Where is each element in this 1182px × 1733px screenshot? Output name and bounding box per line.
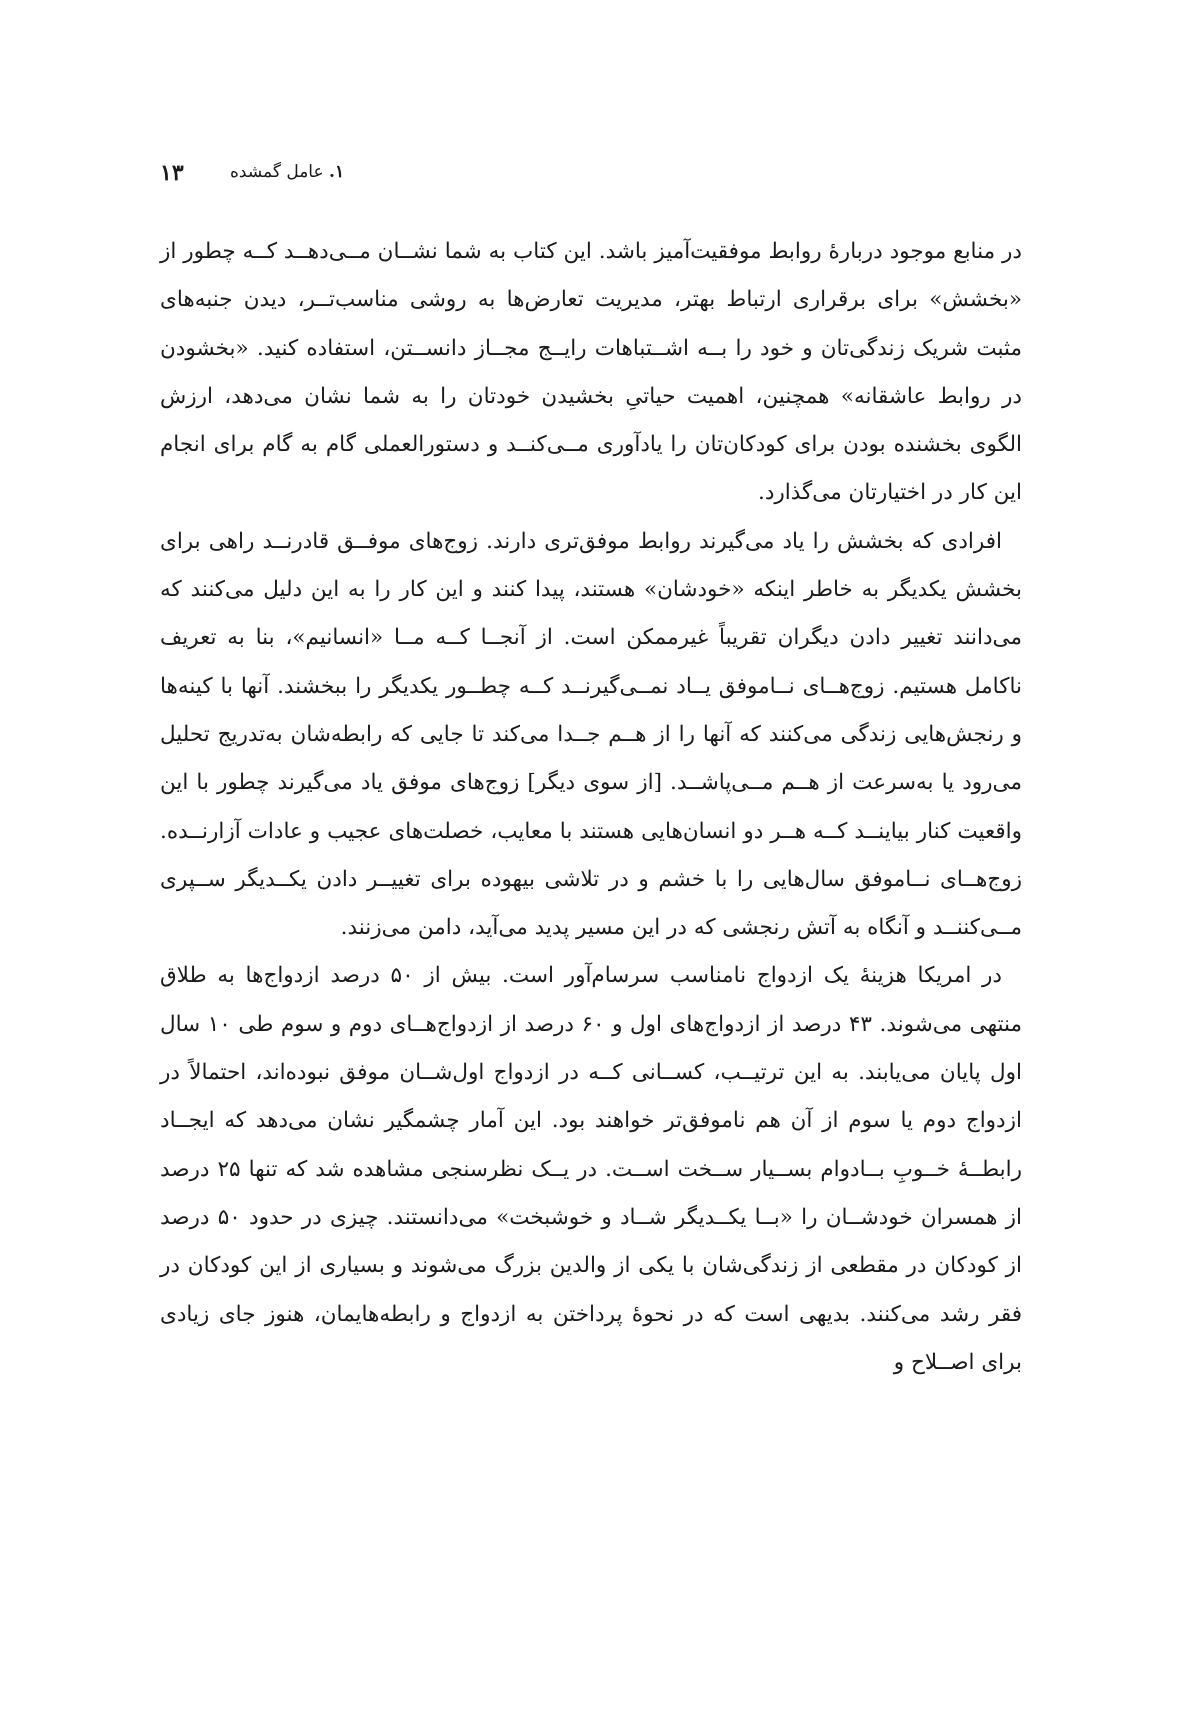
chapter-title: عامل گمشده xyxy=(230,162,324,182)
paragraph-1: در منابع موجود دربارهٔ روابط موفقیت‌آمیز باشد. این کتاب به شما نشــان مــی‌دهــد کــه چطور از «بخشش» برای برقراری ارتباط بهتر، مدیریت تعارض‌ها به روشی مناسب‌تــر، دیدن جنبه‌های مثبت شریک زندگی‌تان و خود را بــه اشــتباهات رایــج مجــاز دانســتن، استفاده کنید. «بخشودن در روابط عاشقانه» همچنین، اهمیت حیاتیِ بخشیدن خودتان را به شما نشان می‌دهد، ارزش الگوی بخشنده بودن برای کودکان‌تان را یادآوری مــی‌کنــد و دستورالعملی گام به گام برای انجام این کار در اختیارتان می‌گذارد. xyxy=(160,239,1022,506)
paragraph-3: در امریکا هزینهٔ یک ازدواج نامناسب سرسام‌آور است. بیش از ۵۰ درصد ازدواج‌ها به طلاق منتهی می‌شوند. ۴۳ درصد از ازدواج‌های اول و ۶۰ درصد از ازدواج‌هــای دوم و سوم طی ۱۰ سال اول پایان می‌یابند. به این ترتیــب، کســانی کــه در ازدواج اول‌شــان موفق نبوده‌اند، احتمالاً در ازدواج دوم یا سوم از آن هم ناموفق‌تر خواهند بود. این آمار چشمگیر نشان می‌دهد که ایجــاد رابطــهٔ خــوبِ بــادوام بســیار ســخت اســت. در یــک نظرسنجی مشاهده شد که تنها ۲۵ درصد از همسران خودشــان را «بــا یکــدیگر شــاد و خوشبخت» می‌دانستند. چیزی در حدود ۵۰ درصد از کودکان در مقطعی از زندگی‌شان با یکی از والدین بزرگ می‌شوند و بسیاری از این کودکان در فقر رشد می‌کنند. بدیهی است که در نحوهٔ پرداختن به ازدواج و رابطه‌هایمان، هنوز جای زیادی برای اصــلاح و xyxy=(160,963,1022,1375)
running-head xyxy=(230,162,344,182)
body-text xyxy=(160,228,1022,1387)
chapter-number: ۱. xyxy=(329,162,345,182)
page-header xyxy=(0,160,1182,188)
paragraph-2: افرادی که بخشش را یاد می‌گیرند روابط موفق‌تری دارند. زوج‌های موفــق قادرنــد راهی برای بخشش یکدیگر به خاطر اینکه «خودشان» هستند، پیدا کنند و این کار را به این دلیل می‌کنند که می‌دانند تغییر دادن دیگران تقریباً غیرممکن است. از آنجــا کــه مــا «انسانیم»، بنا به تعریف ناکامل هستیم. زوج‌هــای نــاموفق یــاد نمــی‌گیرنــد کــه چطــور یکدیگر را ببخشند. آنها با کینه‌ها و رنجش‌هایی زندگی می‌کنند که آنها را از هــم جــدا می‌کند تا جایی که رابطه‌شان به‌تدریج تحلیل می‌رود یا به‌سرعت از هــم مــی‌پاشــد. [از سوی دیگر] زوج‌های موفق یاد می‌گیرند چطور با این واقعیت کنار بیاینــد کــه هــر دو انسان‌هایی هستند با معایب، خصلت‌های عجیب و عادات آزارنــده. زوج‌هــای نــاموفق سال‌هایی را با خشم و در تلاشی بیهوده برای تغییــر دادن یکــدیگر ســپری مــی‌کننــد و آنگاه به آتش رنجشی که در این مسیر پدید می‌آید، دامن می‌زنند. xyxy=(160,528,1022,941)
page-number: ۱۳ xyxy=(160,160,184,186)
